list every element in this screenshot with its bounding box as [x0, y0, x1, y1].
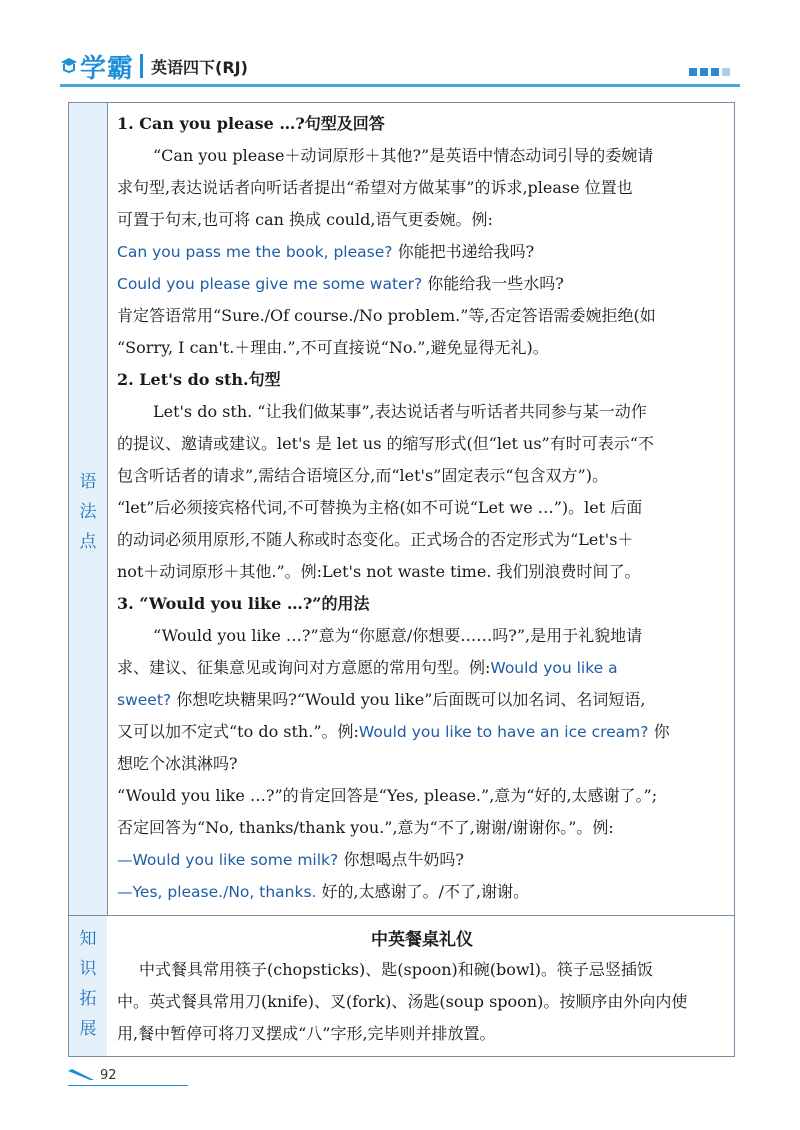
paragraph-line: 可置于句末,也可将 can 换成 could,语气更委婉。例: — [117, 210, 493, 229]
logo — [60, 48, 248, 84]
paragraph-line: “Sorry, I can't.＋理由.”,不可直接说“No.”,避免显得无礼)。 — [117, 338, 549, 357]
paragraph-line: “Can you please＋动词原形＋其他?”是英语中情态动词引导的委婉请 — [153, 146, 654, 165]
knowledge-label-1: 知 — [79, 929, 97, 949]
paragraph-line — [117, 657, 618, 679]
grammar-label-3: 点 — [79, 532, 97, 552]
paragraph-line: 肯定答语常用“Sure./Of course./No problem.”等,否定答语需委婉拒绝(如 — [117, 306, 656, 325]
example-english: Can you pass me the book, please? — [117, 243, 393, 261]
example-line — [117, 241, 534, 263]
paragraph-line — [117, 721, 670, 743]
header-rule — [60, 84, 740, 87]
header-decoration — [689, 68, 730, 76]
paragraph-text: 你想吃块糖果吗?“Would you like”后面既可以加名词、名词短语, — [176, 690, 646, 709]
knowledge-label-3: 拓 — [79, 989, 97, 1009]
page-header — [60, 48, 740, 88]
knowledge-title: 中英餐桌礼仪 — [371, 930, 473, 950]
paragraph-line: “let”后必须接宾格代词,不可替换为主格(如不可说“Let we …”)。let 后面 — [117, 498, 643, 517]
content-frame — [68, 102, 735, 1057]
knowledge-sidebar — [69, 916, 107, 1056]
grammar-sidebar — [69, 103, 108, 916]
paragraph-line: “Would you like …?”的肯定回答是“Yes, please.”,意为“好的,太感谢了。”; — [117, 786, 658, 805]
graduation-cap-icon — [60, 54, 78, 78]
knowledge-label-2: 识 — [79, 959, 97, 979]
example-english: —Yes, please./No, thanks. — [117, 883, 317, 901]
example-chinese: 你想喝点牛奶吗? — [343, 850, 464, 869]
paragraph-line: 中。英式餐具常用刀(knife)、叉(fork)、汤匙(soup spoon)。按顺序由外向内使 — [117, 992, 688, 1011]
paragraph-line: 求句型,表达说话者向听话者提出“希望对方做某事”的诉求,please 位置也 — [117, 178, 633, 197]
example-chinese: 你能把书递给我吗? — [397, 242, 535, 261]
section-title-3: 3. “Would you like …?”的用法 — [117, 594, 370, 613]
paragraph-line: 想吃个冰淇淋吗? — [117, 754, 238, 773]
logo-text: 学霸 — [80, 53, 135, 84]
knowledge-label-4: 展 — [79, 1019, 97, 1039]
grammar-label-2: 法 — [79, 502, 97, 522]
example-line — [117, 881, 529, 903]
example-line — [117, 849, 464, 871]
example-line — [117, 273, 564, 295]
grammar-label-1: 语 — [79, 472, 97, 492]
footer-rule — [68, 1085, 188, 1086]
example-english: Would you like to have an ice cream? — [358, 723, 649, 741]
paragraph-line — [117, 689, 645, 711]
page-footer — [68, 1065, 117, 1085]
section-title-2: 2. Let's do sth.句型 — [117, 370, 281, 389]
section-title-1: 1. Can you please …?句型及回答 — [117, 114, 385, 133]
logo-mark — [60, 48, 134, 85]
paragraph-line: 的提议、邀请或建议。let's 是 let us 的缩写形式(但“let us”有时可表示“不 — [117, 434, 654, 453]
paragraph-text: 求、建议、征集意见或询问对方意愿的常用句型。例: — [117, 658, 491, 677]
paragraph-line: Let's do sth. “让我们做某事”,表达说话者与听话者共同参与某一动作 — [153, 402, 647, 421]
example-english: sweet? — [117, 691, 172, 709]
paragraph-line: not＋动词原形＋其他.”。例:Let's not waste time. 我们别浪费时间了。 — [117, 562, 641, 581]
example-english: Could you please give me some water? — [117, 275, 423, 293]
paragraph-line: 包含听话者的请求”,需结合语境区分,而“let's”固定表示“包含双方”)。 — [117, 466, 608, 485]
example-chinese: 你能给我一些水吗? — [427, 274, 564, 293]
logo-divider — [140, 54, 143, 78]
paragraph-text: 又可以加不定式“to do sth.”。例: — [117, 722, 359, 741]
example-english: —Would you like some milk? — [117, 851, 339, 869]
example-chinese: 好的,太感谢了。/不了,谢谢。 — [321, 882, 530, 901]
paragraph-text: 你 — [653, 722, 670, 741]
paragraph-line: 的动词必须用原形,不随人称或时态变化。正式场合的否定形式为“Let's＋ — [117, 530, 634, 549]
paragraph-line: 中式餐具常用筷子(chopsticks)、匙(spoon)和碗(bowl)。筷子忌竖插饭 — [139, 960, 653, 979]
paragraph-line: 用,餐中暂停可将刀叉摆成“八”字形,完毕则并排放置。 — [117, 1024, 496, 1043]
example-english: Would you like a — [490, 659, 618, 677]
subject-title: 英语四下(RJ) — [151, 57, 248, 77]
page-number: 92 — [100, 1067, 117, 1083]
paragraph-line: “Would you like …?”意为“你愿意/你想要……吗?”,是用于礼貌地请 — [153, 626, 643, 645]
paragraph-line: 否定回答为“No, thanks/thank you.”,意为“不了,谢谢/谢谢你。”。例: — [117, 818, 614, 837]
page-marker-icon — [68, 1069, 94, 1081]
section-divider — [107, 915, 734, 916]
